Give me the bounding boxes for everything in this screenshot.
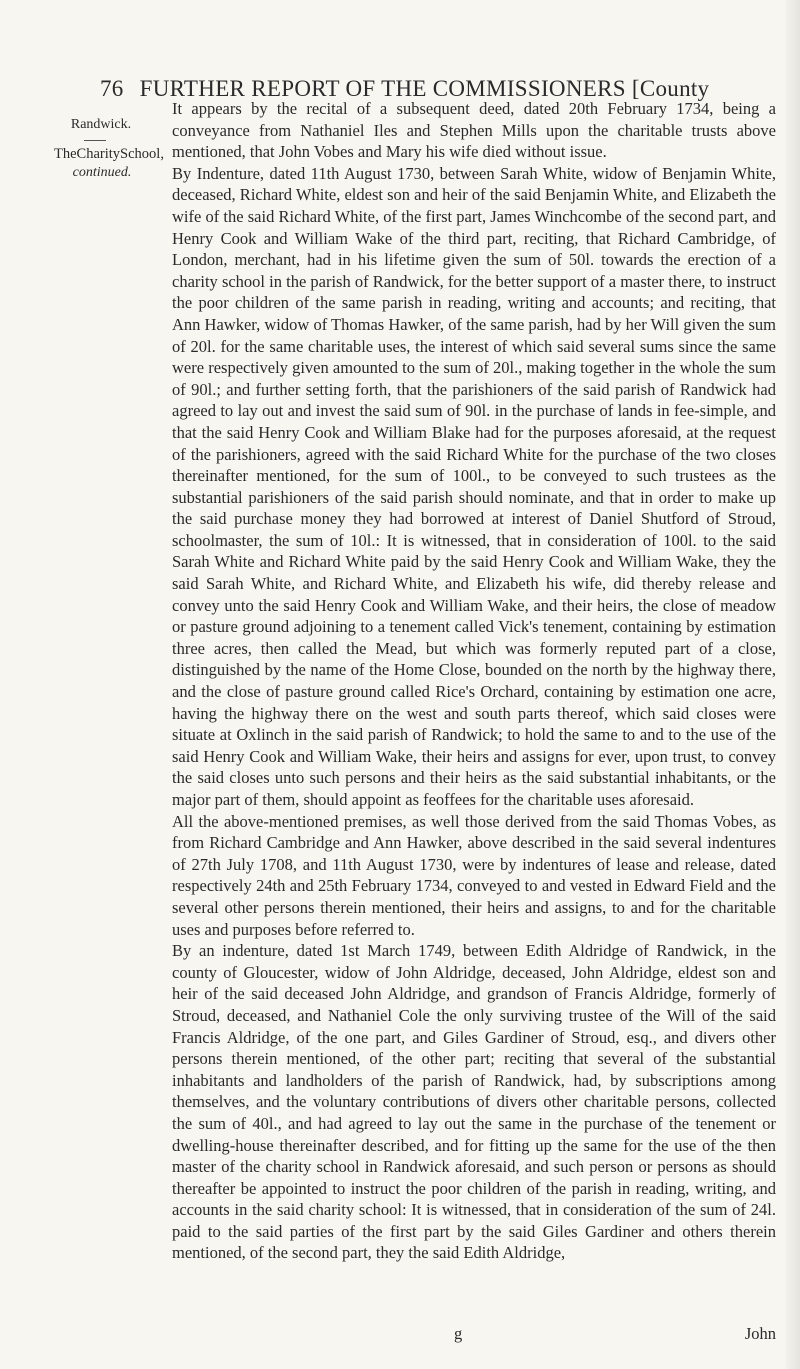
body-text <box>172 98 776 1264</box>
signature-mark: g <box>454 1324 463 1343</box>
page-footer <box>172 1324 776 1348</box>
page-edge <box>786 0 800 1369</box>
margin-note-continued: continued. <box>72 165 132 180</box>
margin-note-place: Randwick. <box>70 117 132 132</box>
paragraph-1: It appears by the recital of a subsequent deed, dated 20th February 1734, being a conveyance from Nathaniel Iles and Stephen Mills upon the charitable trusts above mentioned, that John Vobes and Mary his wife died without issue. <box>172 99 776 162</box>
margin-note-rule <box>84 140 106 141</box>
running-title: FURTHER REPORT OF THE COMMISSIONERS [County <box>139 76 710 101</box>
page-number: 76 <box>100 76 124 101</box>
paragraph-3: All the above-mentioned premises, as well those derived from the said Thomas Vobes, as from Richard Cambridge and Ann Hawker, above described in the said several indentures of 27th July 1708, and 11th August 1730, were by indentures of lease and release, dated respectively 24th and 25th February 1734, conveyed to and vested in Edward Field and the several other persons therein mentioned, their heirs and assigns, to and for the charitable uses and purposes before referred to. <box>172 811 776 939</box>
paragraph-2: By Indenture, dated 11th August 1730, between Sarah White, widow of Benjamin White, deceased, Richard White, eldest son and heir of the said Benjamin White, and Elizabeth the wife of the said Richard White, of the first part, James Winchcombe of the second part, and Henry Cook and William Wake of the third part, reciting, that Richard Cambridge, of London, merchant, had in his lifetime given the sum of 50l. towards the erection of a charity school in the parish of Randwick, for the better support of a master there, to instruct the poor children of the same parish in reading, writing and accounts; and reciting, that Ann Hawker, widow of Thomas Hawker, of the same parish, had by her Will given the sum of 20l. for the same charitable uses, the interest of which said several sums since the same were respectively given amounted to the sum of 20l., making together in the whole the sum of 90l.; and further setting forth, that the parishioners of the said parish of Randwick had agreed to lay out and invest the said sum of 90l. in the purchase of lands in fee-simple, and that the said Henry Cook and William Blake had for the purposes aforesaid, at the request of the parishioners, agreed with the said Richard White for the purchase of the two closes thereinafter mentioned, for the sum of 100l., to be conveyed to such trustees as the substantial parishioners of the said parish should nominate, and that in order to make up the said purchase money they had borrowed at interest of Daniel Shutford of Stroud, schoolmaster, the sum of 10l.: It is witnessed, that in consideration of 100l. to the said Sarah White and Richard White paid by the said Henry Cook and William Wake, they the said Sarah White, and Richard White, and Elizabeth his wife, did thereby release and convey unto the said Henry Cook and William Wake, and their heirs, the close of meadow or pasture ground adjoining to a tenement called Vick's tenement, containing by estimation three acres, then called the Mead, but which was formerly reputed part of a close, distinguished by the name of the Home Close, bounded on the north by the highway there, and the close of pasture ground called Rice's Orchard, containing by estimation one acre, having the highway there on the west and south parts thereof, which said closes were situate at Oxlinch in the said parish of Randwick; to hold the same to and to the use of the said Henry Cook and William Wake, their heirs and assigns for ever, upon trust, to convey the said closes unto such persons and their heirs as the said substantial inhabitants, or the major part of them, should appoint as feoffees for the charitable uses aforesaid. <box>172 163 776 809</box>
margin-note-section: TheCharitySchool, <box>54 146 164 162</box>
catchword: John <box>744 1324 776 1343</box>
paragraph-4: By an indenture, dated 1st March 1749, between Edith Aldridge of Randwick, in the county of Gloucester, widow of John Aldridge, deceased, John Aldridge, eldest son and heir of the said deceased John Aldridge, and grandson of Francis Aldridge, formerly of Stroud, deceased, and Nathaniel Cole the only surviving trustee of the Will of the said Francis Aldridge, of the one part, and Giles Gardiner of Stroud, esq., and divers other persons therein mentioned, of the other part; reciting that several of the substantial inhabitants and landholders of the parish of Randwick, had, by subscriptions among themselves, and the voluntary contributions of divers other charitable persons, collected the sum of 40l., and had agreed to lay out the same in the purchase of the tenement or dwelling-house thereinafter described, and for fitting up the same for the use of the then master of the charity school in Randwick aforesaid, and such person or persons as should thereafter be appointed to instruct the poor children of the parish in reading, writing, and accounts in the said charity school: It is witnessed, that in consideration of the sum of 24l. paid to the said parties of the first part by the said Giles Gardiner and others therein mentioned, of the second part, they the said Edith Aldridge, <box>172 941 776 1263</box>
